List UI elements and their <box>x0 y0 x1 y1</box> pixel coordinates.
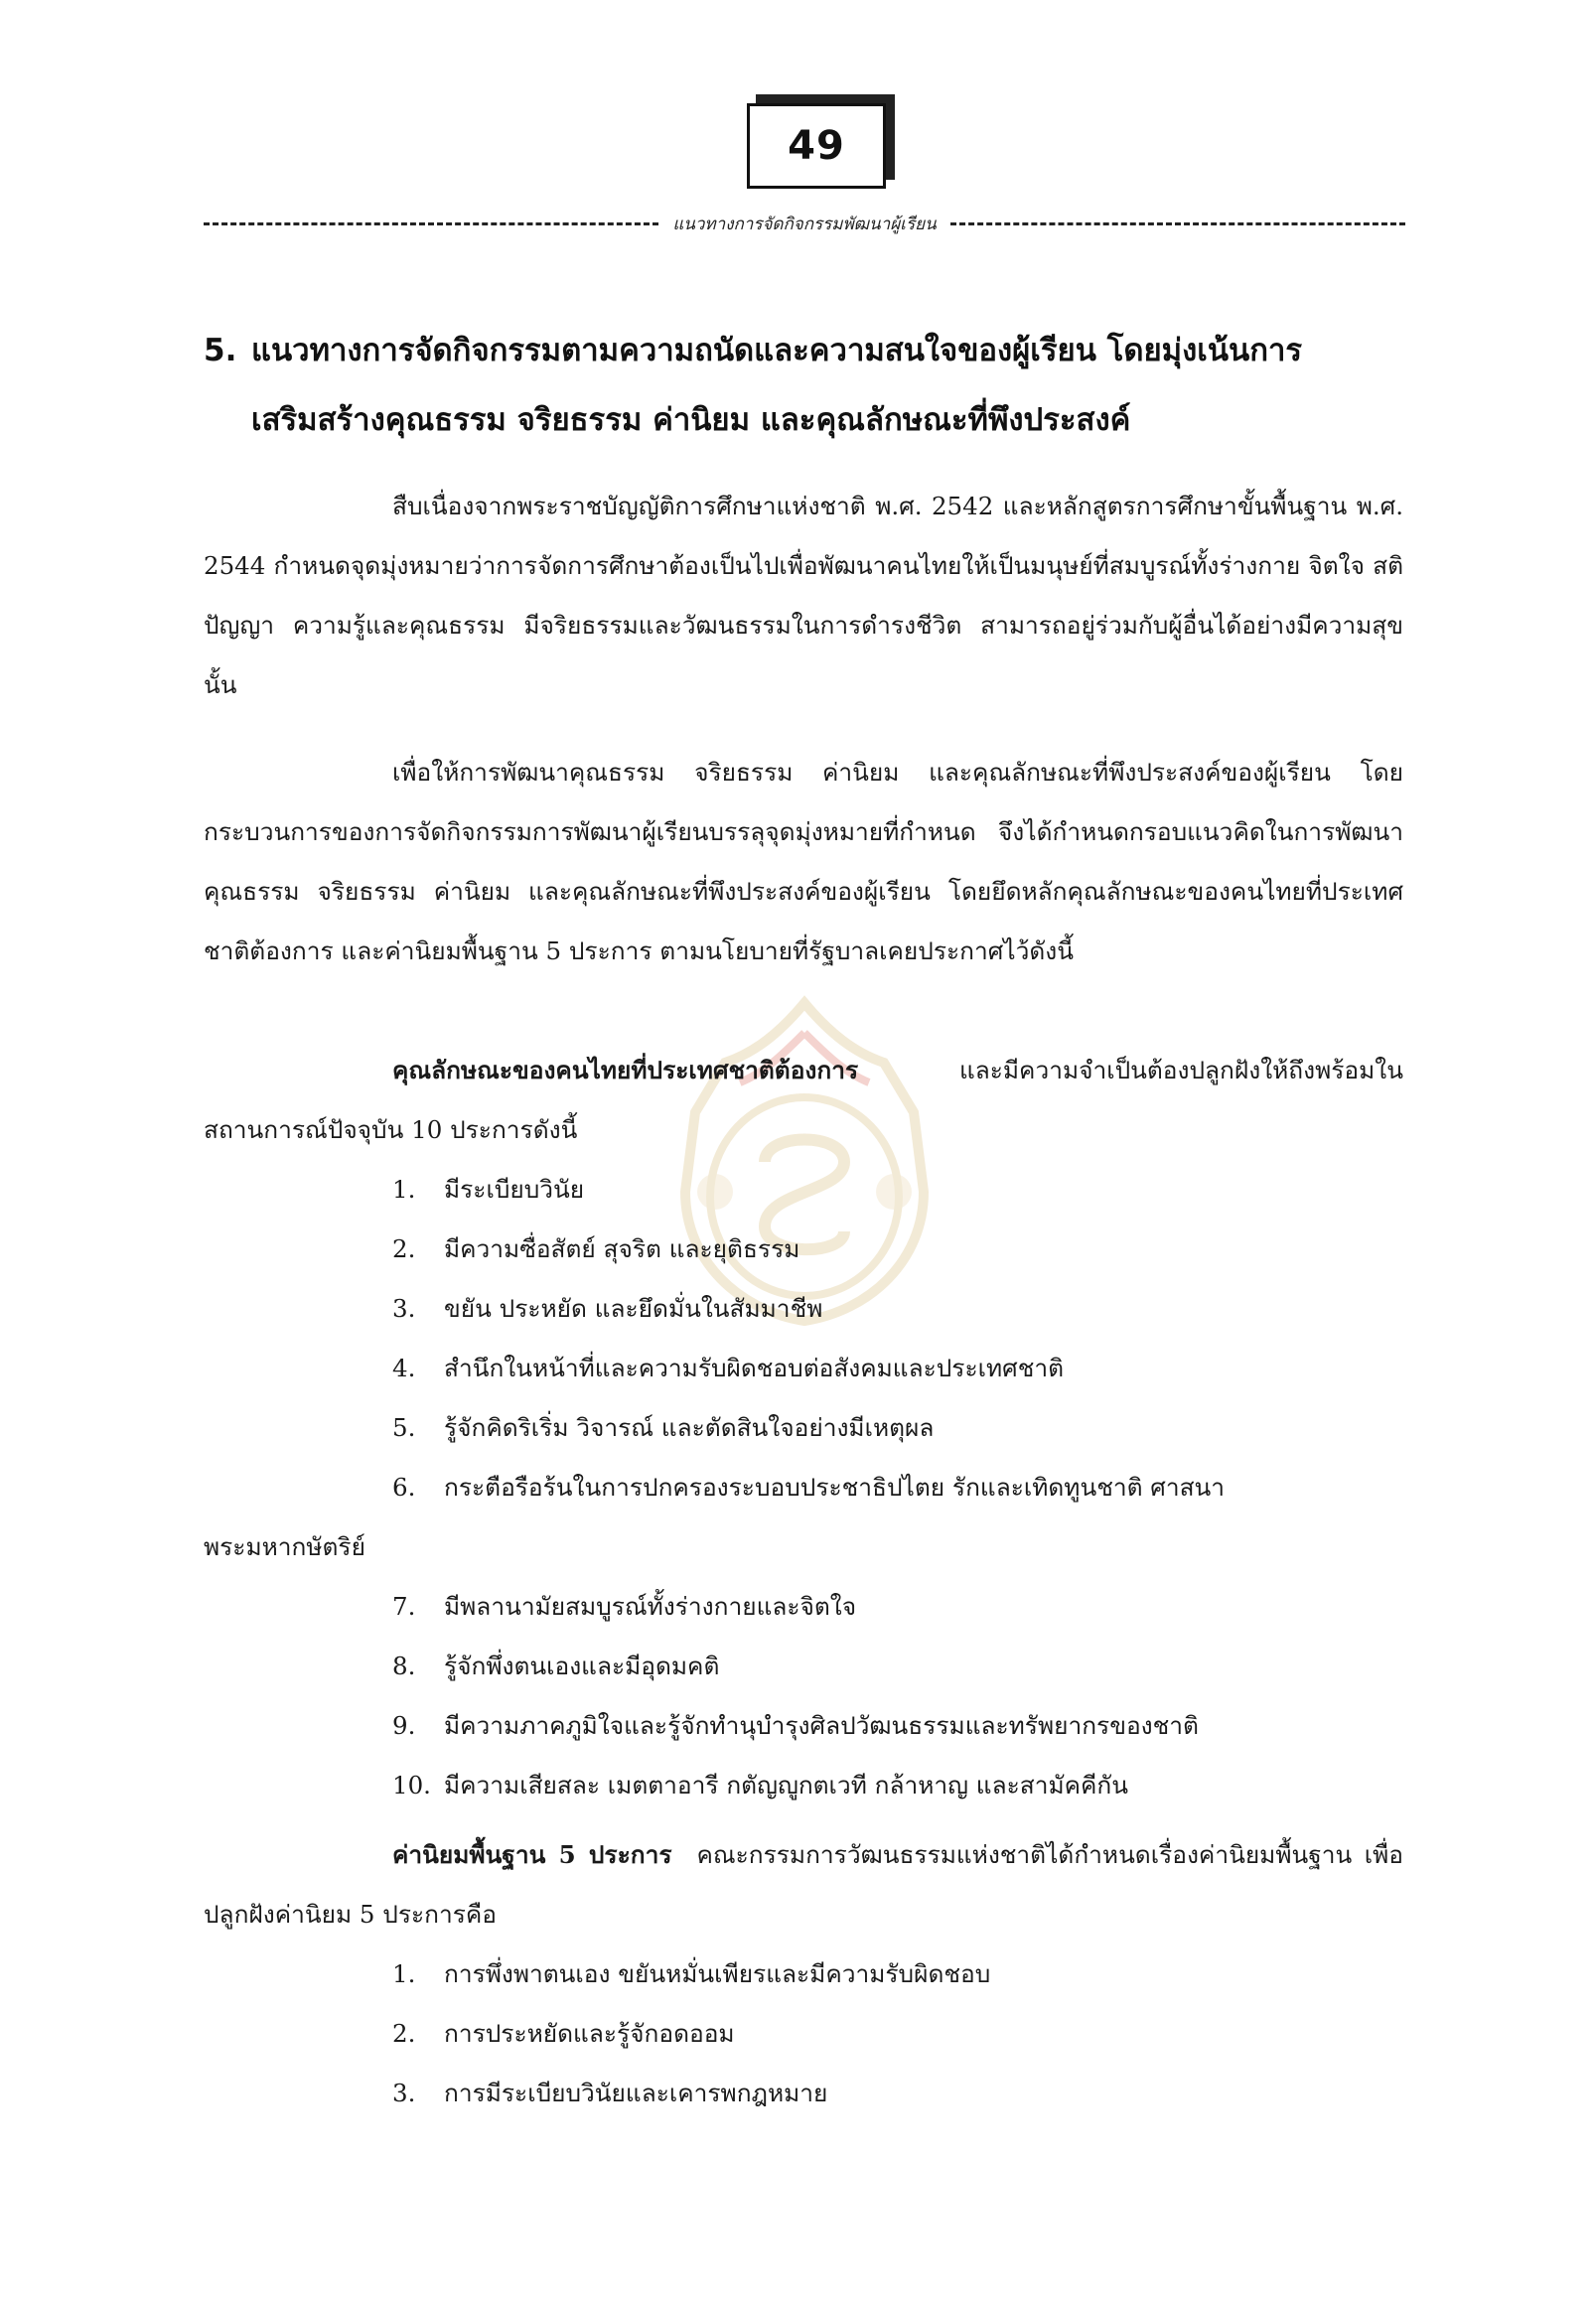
paragraph-framework: เพื่อให้การพัฒนาคุณธรรม จริยธรรม ค่านิยม และคุณลักษณะที่พึงประสงค์ของผู้เรียน โดยกระบวนการของการจัดกิจกรรมการพัฒนาผู้เรียนบรรลุจุดมุ่งหมายที่กำหนด จึงได้กำหนดกรอบแนวคิดในการพัฒนาคุณธรรม จริยธรรม ค่านิยม และคุณลักษณะที่พึงประสงค์ของผู้เรียน โดยยึดหลักคุณลักษณะของคนไทยที่ประเทศชาติต้องการ และค่านิยมพื้นฐาน 5 ประการ ตามนโยบายที่รัฐบาลเคยประกาศไว้ดังนี้ <box>204 758 1403 965</box>
section-title-line1: แนวทางการจัดกิจกรรมตามความถนัดและความสนใจของผู้เรียน โดยมุ่งเน้นการ <box>251 333 1303 368</box>
list-item: 6. กระตือรือร้นในการปกครองระบอบประชาธิปไตย รักและเทิดทูนชาติ ศาสนา พระมหากษัตริย์ <box>204 1458 1403 1577</box>
traits-heading: คุณลักษณะของคนไทยที่ประเทศชาติต้องการ <box>392 1056 859 1084</box>
list-item: 3. การมีระเบียบวินัยและเคารพกฎหมาย <box>392 2079 828 2107</box>
list-item: 8. รู้จักพึ่งตนเองและมีอุดมคติ <box>392 1652 720 1680</box>
header-rule-right <box>950 222 1405 225</box>
traits-intro-text: และมีความจำเป็นต้องปลูกฝังให้ถึงพร้อมในสถานการณ์ปัจจุบัน 10 ประการดังนี้ <box>204 1056 1403 1144</box>
list-item: 2. มีความซื่อสัตย์ สุจริต และยุติธรรม <box>392 1234 800 1263</box>
header-rule-left <box>204 222 658 225</box>
values-heading: ค่านิยมพื้นฐาน 5 ประการ <box>392 1840 672 1869</box>
list-item: 7. มีพลานามัยสมบูรณ์ทั้งร่างกายและจิตใจ <box>392 1592 857 1621</box>
list-item-continuation: พระมหากษัตริย์ <box>204 1532 365 1561</box>
paragraph-values-intro <box>204 1825 1403 1944</box>
traits-list <box>204 1160 1403 1815</box>
page-number-box <box>747 103 886 189</box>
list-item: 10. มีความเสียสละ เมตตาอารี กตัญญูกตเวที กล้าหาญ และสามัคคีกัน <box>392 1771 1128 1799</box>
section-title-line2: เสริมสร้างคุณธรรม จริยธรรม ค่านิยม และคุณลักษณะที่พึงประสงค์ <box>251 402 1131 438</box>
list-item: 5. รู้จักคิดริเริ่ม วิจารณ์ และตัดสินใจอย่างมีเหตุผล <box>392 1413 935 1442</box>
values-intro-text: คณะกรรมการวัฒนธรรมแห่งชาติได้กำหนดเรื่องค่านิยมพื้นฐาน เพื่อปลูกฝังค่านิยม 5 ประการคือ <box>204 1840 1403 1929</box>
values-list <box>204 1944 1403 2123</box>
list-item: 1. การพึ่งพาตนเอง ขยันหมั่นเพียรและมีความรับผิดชอบ <box>392 1959 991 1988</box>
paragraph-traits-intro <box>204 1041 1403 1160</box>
list-item: 3. ขยัน ประหยัด และยึดมั่นในสัมมาชีพ <box>392 1294 823 1323</box>
section-number: 5. <box>204 333 237 368</box>
section-heading-line1 <box>204 316 1415 385</box>
list-item: 9. มีความภาคภูมิใจและรู้จักทำนุบำรุงศิลปวัฒนธรรมและทรัพยากรของชาติ <box>392 1711 1199 1740</box>
page-number: 49 <box>788 123 845 169</box>
section-heading <box>204 316 1415 455</box>
running-title: แนวทางการจัดกิจกรรมพัฒนาผู้เรียน <box>672 215 937 234</box>
list-item: 1. มีระเบียบวินัย <box>392 1175 585 1204</box>
list-item: 2. การประหยัดและรู้จักอดออม <box>392 2019 735 2048</box>
list-item: 4. สำนึกในหน้าที่และความรับผิดชอบต่อสังคมและประเทศชาติ <box>392 1354 1064 1382</box>
paragraph-intro: สืบเนื่องจากพระราชบัญญัติการศึกษาแห่งชาติ พ.ศ. 2542 และหลักสูตรการศึกษาขั้นพื้นฐาน พ.ศ. 2544 กำหนดจุดมุ่งหมายว่าการจัดการศึกษาต้องเป็นไปเพื่อพัฒนาคนไทยให้เป็นมนุษย์ที่สมบูรณ์ทั้งร่างกาย จิตใจ สติปัญญา ความรู้และคุณธรรม มีจริยธรรมและวัฒนธรรมในการดำรงชีวิต สามารถอยู่ร่วมกับผู้อื่นได้อย่างมีความสุขนั้น <box>204 492 1403 699</box>
running-header <box>204 211 1405 237</box>
